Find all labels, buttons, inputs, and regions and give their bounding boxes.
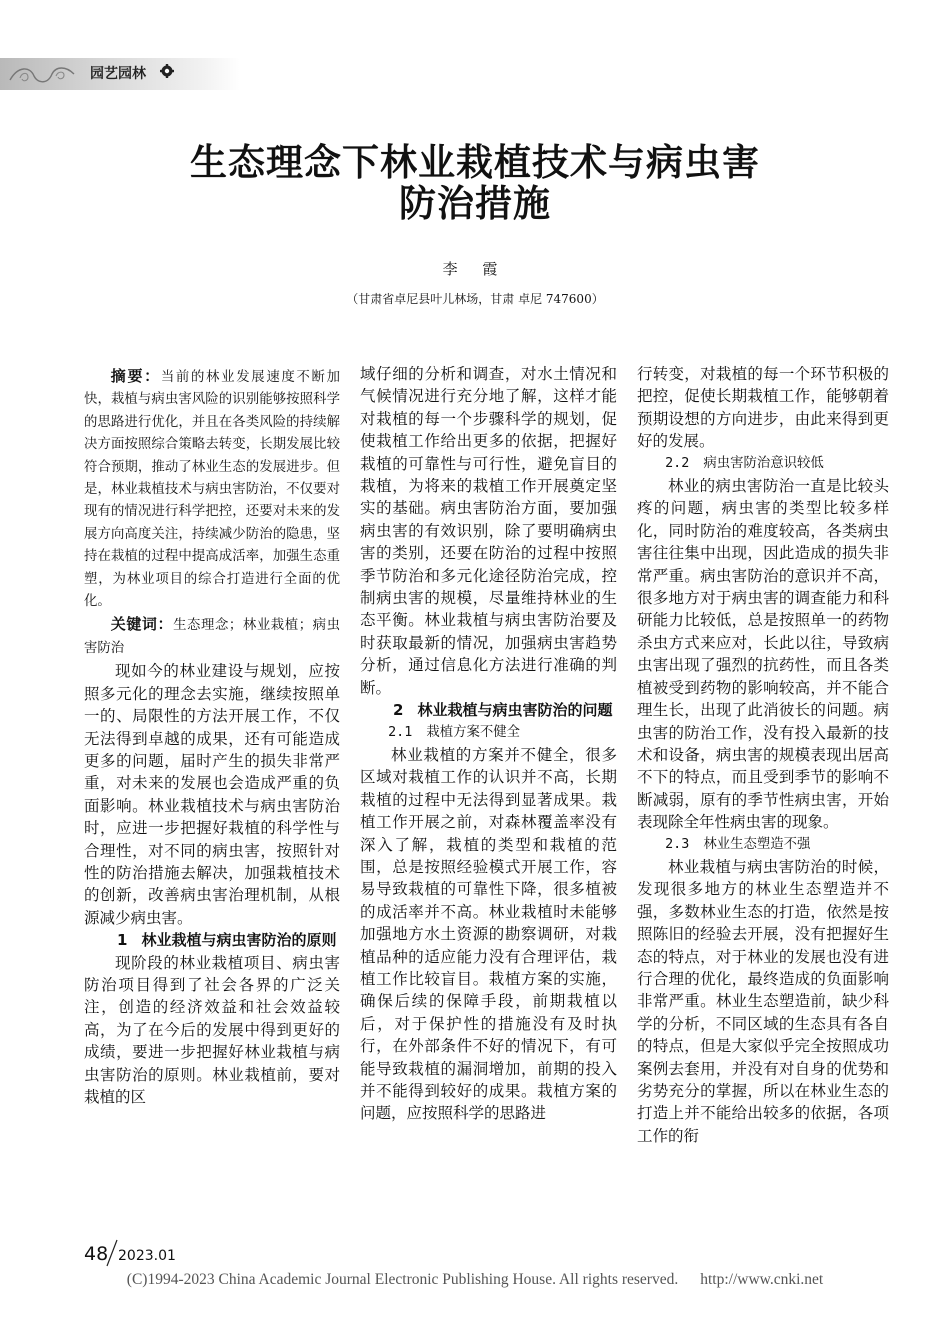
section-2-3-number: 2.3	[665, 836, 690, 852]
section-2-number: 2	[393, 701, 404, 720]
section-1-title: 林业栽植与病虫害防治的原则	[141, 931, 337, 950]
abstract	[84, 365, 340, 613]
footer	[0, 1271, 950, 1289]
section-2-1-title: 栽植方案不健全	[426, 724, 521, 740]
affiliation: （甘肃省卓尼县叶儿林场，甘肃 卓尼 747600）	[346, 292, 604, 306]
section-2-1-paragraph-part1: 林业栽植的方案并不健全，很多区域对栽植工作的认识并不高，长期栽植的过程中无法得到显著成果。栽植工作开展之前，对森林覆盖率没有深入了解，栽植的类型和栽植的范围，总是按照经验模式开展工作，容易导致栽植的可靠性下降，很多植被的成活率并不高。林业栽植时未能够加强地方水土资源的勘察调研，对栽植品种的适应能力没有合理评估，栽植工作比较盲目。栽植方案的实施，确保后续的保障手段，前期栽植以后，对于保护性的措施没有及时执行，在外部条件不好的情况下，有可能导致栽植的漏洞增加，前期的投入并不能得到较好的成果。栽植方案的问题，应按照科学的思路进	[360, 745, 617, 1123]
section-2-3-heading	[637, 834, 889, 856]
author: 李 霞	[442, 260, 508, 278]
abstract-text: 当前的林业发展速度不断加快，栽植与病虫害风险的识别能够按照科学的思路进行优化，并且在各类风险的持续解决方面按照综合策略去转变，长期发展比较符合预期，推动了林业生态的发展进步。但是，林业栽植技术与病虫害防治，不仅要对现有的情况进行科学把控，还要对未来的发展方向高度关注，持续减少防治的隐患，坚持在栽植的过程中提高成活率，加强生态重塑，为林业项目的综合打造进行全面的优化。	[84, 370, 340, 610]
footer-url[interactable]: http://www.cnki.net	[700, 1271, 824, 1288]
article-title-line1: 生态理念下林业栽植技术与病虫害	[190, 141, 760, 184]
section-2-2-title: 病虫害防治意识较低	[703, 455, 824, 471]
flower-icon	[160, 64, 174, 78]
journal-section-label: 园艺园林	[90, 66, 146, 82]
section-2-1-paragraph-part2: 行转变，对栽植的每一个环节积极的把控，促使长期栽植工作，能够朝着预期设想的方向进步，由此来得到更好的发展。	[637, 365, 889, 451]
section-1-heading	[84, 929, 340, 951]
section-2-2-heading	[637, 453, 889, 475]
keywords-text: 生态理念；林业栽植；病虫害防治	[84, 618, 340, 656]
section-2-3-title: 林业生态塑造不强	[703, 836, 811, 852]
section-1-paragraph-part1: 现阶段的林业栽植项目、病虫害防治项目得到了社会各界的广泛关注，创造的经济效益和社会效益较高，为了在今后的发展中得到更好的成绩，要进一步把握好林业栽植与病虫害防治的原则。林业栽植前，要对栽植的区	[84, 953, 340, 1106]
section-2-1-number: 2.1	[388, 724, 413, 740]
abstract-label: 摘要：	[110, 367, 161, 385]
article-title-line2: 防治措施	[399, 182, 551, 225]
copyright-notice: (C)1994-2023 China Academic Journal Electronic Publishing House. All rights reserved.	[126, 1271, 679, 1288]
section-2-2-paragraph: 林业的病虫害防治一直是比较头疼的问题，病虫害的类型比较多样化，同时防治的难度较高，各类病虫害往往集中出现，因此造成的损失非常严重。病虫害防治的意识并不高，很多地方对于病虫害的调查能力和科研能力比较低，总是按照单一的药物杀虫方式来应对，长此以往，导致病虫害出现了强烈的抗药性，而且各类植被受到药物的影响较高，并不能合理生长，出现了此消彼长的问题。病虫害的防治工作，没有投入最新的技术和设备，病虫害的规模表现出居高不下的特点，而且受到季节的影响不断减弱，原有的季节性病虫害，开始表现除全年性病虫害的现象。	[637, 477, 889, 832]
section-2-heading	[360, 699, 617, 721]
keywords-label: 关键词：	[110, 615, 174, 634]
section-2-3-paragraph: 林业栽植与病虫害防治的时候，发现很多地方的林业生态塑造并不强，多数林业生态的打造，依然是按照陈旧的经验去开展，没有把握好生态的特点，对于林业的发展也没有进行合理的优化，最终造成的负面影响非常严重。林业生态塑造前，缺少科学的分析，不同区域的生态具有各自的特点，但是大家似乎完全按照成功案例去套用，并没有对自身的优势和劣势充分的掌握，所以在林业生态的打造上并不能给出较多的依据，各项工作的衔	[637, 857, 889, 1145]
section-2-title: 林业栽植与病虫害防治的问题	[417, 701, 613, 720]
keywords	[84, 613, 340, 660]
section-1-number: 1	[117, 931, 128, 950]
column-3	[637, 363, 889, 1147]
intro-paragraph: 现如今的林业建设与规划，应按照多元化的理念去实施，继续按照单一的、局限性的方法开展工作，不仅无法得到卓越的成果，还有可能造成更多的问题，届时产生的损失非常严重，对未来的发展也会造成严重的负面影响。林业栽植技术与病虫害防治时，应进一步把握好栽植的科学性与合理性，对不同的病虫害，按照针对性的防治措施去解决，加强栽植技术的创新，改善病虫害治理机制，从根源减少病虫害。	[84, 662, 340, 927]
floral-ornament-icon	[8, 62, 78, 86]
column-2	[360, 363, 617, 1125]
section-2-2-number: 2.2	[665, 455, 690, 471]
page-number: 48	[84, 1243, 109, 1265]
column-1	[84, 365, 340, 1108]
issue-date: 2023.01	[118, 1248, 176, 1264]
section-2-1-heading	[360, 722, 617, 744]
section-1-paragraph-part2: 域仔细的分析和调查，对水土情况和气候情况进行充分地了解，这样才能对栽植的每一个步骤科学的规划，促使栽植工作给出更多的依据，把握好栽植的可靠性与可行性，避免盲目的栽植，为将来的栽植工作开展奠定坚实的基础。病虫害防治方面，要加强病虫害的有效识别，除了要明确病虫害的类别，还要在防治的过程中按照季节防治和多元化途径防治完成，控制病虫害的规模，尽量维持林业的生态平衡。林业栽植与病虫害防治要及时获取最新的情况，加强病虫害趋势分析，通过信息化方法进行准确的判断。	[360, 365, 617, 697]
